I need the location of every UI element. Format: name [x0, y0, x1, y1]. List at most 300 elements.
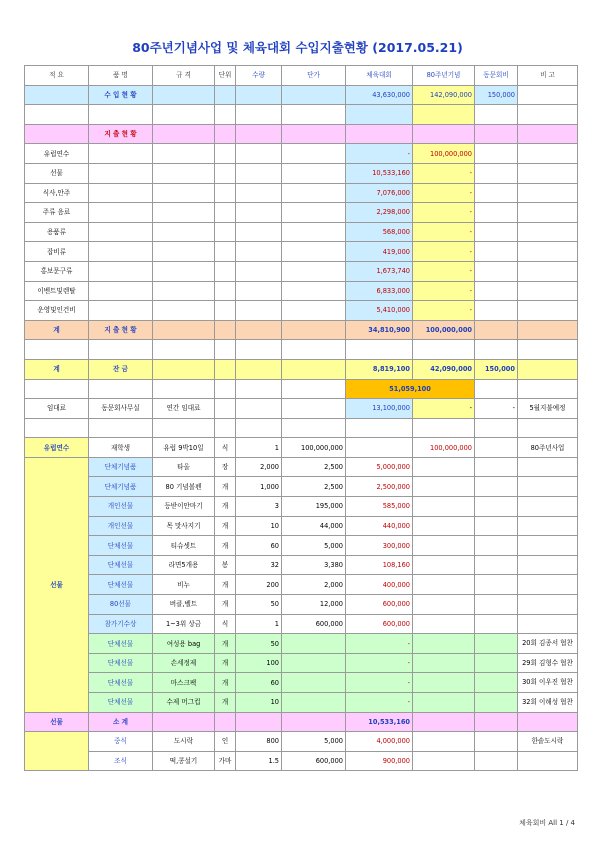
gift-unit: 개: [215, 653, 236, 673]
gift-spec: 비누: [153, 575, 215, 595]
table-cell: [215, 242, 236, 262]
table-cell: [153, 712, 215, 732]
table-cell: [236, 144, 282, 164]
table-cell: [282, 105, 346, 125]
rent-note: 5월지불예정: [518, 399, 578, 419]
expense-header: 지 출 현 황: [89, 124, 153, 144]
gift-row: [25, 555, 578, 575]
gift-item: 참가기수상: [89, 614, 153, 634]
gift-note: 29회 김형수 협찬: [518, 653, 578, 673]
table-cell: [475, 418, 518, 438]
table-cell: [236, 418, 282, 438]
table-cell: [475, 183, 518, 203]
gift-sports: 400,000: [346, 575, 413, 595]
column-header: 단가: [282, 66, 346, 86]
table-cell: [236, 281, 282, 301]
table-cell: [236, 124, 282, 144]
column-header: 적 요: [25, 66, 89, 86]
expense-sports: 1,673,740: [346, 261, 413, 281]
table-cell: [89, 163, 153, 183]
expense-anniv: -: [413, 242, 475, 262]
gift-qty: 200: [236, 575, 282, 595]
gift-note: [518, 614, 578, 634]
gift-unit: 식: [215, 614, 236, 634]
table-cell: [25, 340, 89, 360]
table-cell: [475, 575, 518, 595]
table-cell: [236, 359, 282, 379]
gift-item: 단체선물: [89, 653, 153, 673]
gift-note: [518, 555, 578, 575]
table-cell: [475, 281, 518, 301]
expense-row: [25, 203, 578, 223]
expense-sports: 5,410,000: [346, 301, 413, 321]
gift-row: [25, 653, 578, 673]
table-cell: [475, 595, 518, 615]
table-cell: [215, 85, 236, 105]
gift-qty: 3: [236, 497, 282, 517]
table-cell: [518, 712, 578, 732]
expense-anniv: 100,000,000: [413, 144, 475, 164]
table-cell: [215, 261, 236, 281]
table-cell: [475, 497, 518, 517]
table-cell: [282, 242, 346, 262]
table-cell: [25, 85, 89, 105]
gift-spec: 1~3위 상금: [153, 614, 215, 634]
table-cell: [282, 183, 346, 203]
table-cell: [475, 320, 518, 340]
table-cell: [236, 399, 282, 419]
table-cell: [475, 379, 518, 399]
europe-spec: 유럽 9박10일: [153, 438, 215, 458]
gift-price: [282, 673, 346, 693]
food-item: 조식: [89, 751, 153, 771]
table-cell: [475, 516, 518, 536]
table-cell: [236, 261, 282, 281]
table-cell: [236, 163, 282, 183]
table-cell: [153, 222, 215, 242]
gift-sports: 440,000: [346, 516, 413, 536]
table-cell: [236, 85, 282, 105]
header-row: [25, 66, 578, 86]
gift-item: 단체기념품: [89, 457, 153, 477]
rent-row: [25, 399, 578, 419]
expense-anniv: -: [413, 281, 475, 301]
column-header: 동문회비: [475, 66, 518, 86]
expense-row: [25, 222, 578, 242]
table-cell: [215, 359, 236, 379]
table-cell: [282, 399, 346, 419]
table-cell: [475, 614, 518, 634]
table-cell: [89, 242, 153, 262]
gift-sports: 5,000,000: [346, 457, 413, 477]
column-header: 규 격: [153, 66, 215, 86]
rent-sports: 13,100,000: [346, 399, 413, 419]
europe-note: 80주년사업: [518, 438, 578, 458]
table-cell: [236, 320, 282, 340]
gift-note: [518, 457, 578, 477]
table-cell: [282, 203, 346, 223]
table-cell: [518, 340, 578, 360]
gift-spec: 여성용 bag: [153, 634, 215, 654]
table-cell: [236, 379, 282, 399]
gift-unit: 개: [215, 536, 236, 556]
gift-price: 3,380: [282, 555, 346, 575]
table-cell: [282, 222, 346, 242]
expense-anniv: -: [413, 222, 475, 242]
balance-label: 계: [25, 359, 89, 379]
gift-qty: 1: [236, 614, 282, 634]
gift-row: [25, 536, 578, 556]
table-cell: [215, 320, 236, 340]
food-spec: 떡,콩설기: [153, 751, 215, 771]
expense-label: 주류 음료: [25, 203, 89, 223]
table-cell: [153, 124, 215, 144]
gift-spec: 수제 머그컵: [153, 693, 215, 713]
table-cell: [236, 340, 282, 360]
gift-spec: 80 기념볼펜: [153, 477, 215, 497]
table-cell: [518, 379, 578, 399]
table-cell: [215, 183, 236, 203]
table-cell: [215, 340, 236, 360]
food-item: 중식: [89, 732, 153, 752]
rent-item: 동문회사무실: [89, 399, 153, 419]
table-cell: [475, 438, 518, 458]
table-cell: [282, 340, 346, 360]
table-cell: [413, 418, 475, 438]
table-cell: [413, 673, 475, 693]
balance-sum: 51,059,100: [346, 379, 475, 399]
expense-sports: 7,076,000: [346, 183, 413, 203]
expense-sports: 6,833,000: [346, 281, 413, 301]
gift-qty: 32: [236, 555, 282, 575]
gift-sports: 585,000: [346, 497, 413, 517]
balance-sports: 8,819,100: [346, 359, 413, 379]
food-unit: 인: [215, 732, 236, 752]
expense-sports: -: [346, 144, 413, 164]
gift-row: [25, 575, 578, 595]
gift-price: 12,000: [282, 595, 346, 615]
gift-item: 단체선물: [89, 634, 153, 654]
table-cell: [215, 124, 236, 144]
table-cell: [282, 281, 346, 301]
food-unit: 가마: [215, 751, 236, 771]
table-cell: [475, 105, 518, 125]
table-cell: [282, 124, 346, 144]
gift-price: [282, 693, 346, 713]
rent-anniv: -: [413, 399, 475, 419]
table-cell: [215, 712, 236, 732]
table-cell: [153, 261, 215, 281]
gift-spec: 등받이안마기: [153, 497, 215, 517]
expense-row: [25, 144, 578, 164]
gift-unit: 개: [215, 673, 236, 693]
gift-row: [25, 673, 578, 693]
expense-anniv: -: [413, 301, 475, 321]
expense-row: [25, 242, 578, 262]
gift-note: 20회 김종서 협찬: [518, 634, 578, 654]
table-cell: [475, 222, 518, 242]
table-cell: [518, 105, 578, 125]
page-footer: 체육회비 All 1 / 4: [519, 819, 575, 827]
table-cell: [215, 222, 236, 242]
gift-unit: 개: [215, 575, 236, 595]
food-price: 600,000: [282, 751, 346, 771]
table-cell: [282, 320, 346, 340]
expense-label: 이벤트및렌탈: [25, 281, 89, 301]
expense-row: [25, 261, 578, 281]
gift-price: 44,000: [282, 516, 346, 536]
table-cell: [215, 379, 236, 399]
gift-note: 32회 이해성 협찬: [518, 693, 578, 713]
table-cell: [413, 634, 475, 654]
column-header: 품 명: [89, 66, 153, 86]
table-cell: [475, 634, 518, 654]
table-cell: [518, 242, 578, 262]
table-cell: [475, 653, 518, 673]
table-cell: [282, 144, 346, 164]
table-cell: [413, 653, 475, 673]
gift-item: 단체선물: [89, 673, 153, 693]
table-cell: [89, 105, 153, 125]
expense-label: 홍보문구류: [25, 261, 89, 281]
table-cell: [413, 555, 475, 575]
food-sports: 4,000,000: [346, 732, 413, 752]
table-cell: [153, 105, 215, 125]
gift-item: 단체선물: [89, 575, 153, 595]
expense-row: [25, 183, 578, 203]
table-cell: [475, 203, 518, 223]
gift-note: [518, 516, 578, 536]
table-cell: [475, 536, 518, 556]
gift-qty: 50: [236, 595, 282, 615]
gift-item: 단체선물: [89, 555, 153, 575]
gift-unit: 개: [215, 477, 236, 497]
gift-price: 2,500: [282, 477, 346, 497]
gift-sports: -: [346, 634, 413, 654]
table-cell: [518, 320, 578, 340]
gift-row: [25, 693, 578, 713]
gift-unit: 개: [215, 634, 236, 654]
gift-row: [25, 516, 578, 536]
table-cell: [153, 144, 215, 164]
table-cell: [346, 438, 413, 458]
table-cell: [89, 379, 153, 399]
budget-table: [24, 65, 578, 771]
table-cell: [413, 595, 475, 615]
table-cell: [282, 85, 346, 105]
table-cell: [413, 712, 475, 732]
table-cell: [346, 340, 413, 360]
gift-unit: 개: [215, 595, 236, 615]
table-cell: [475, 712, 518, 732]
expense-anniv: -: [413, 203, 475, 223]
gift-sports: 2,500,000: [346, 477, 413, 497]
column-header: 비 고: [518, 66, 578, 86]
table-cell: [518, 163, 578, 183]
table-cell: [215, 163, 236, 183]
table-cell: [413, 614, 475, 634]
food-row: [25, 732, 578, 752]
table-cell: [518, 183, 578, 203]
table-cell: [236, 242, 282, 262]
table-cell: [475, 693, 518, 713]
table-cell: [153, 379, 215, 399]
gift-subtotal-row: [25, 712, 578, 732]
table-cell: [153, 163, 215, 183]
table-cell: [282, 301, 346, 321]
income-anniv: 142,090,000: [413, 85, 475, 105]
table-cell: [475, 751, 518, 771]
gift-note: [518, 595, 578, 615]
table-cell: [413, 575, 475, 595]
expense-header-row: [25, 124, 578, 144]
gift-price: 2,500: [282, 457, 346, 477]
table-cell: [153, 301, 215, 321]
gift-qty: 50: [236, 634, 282, 654]
table-cell: [215, 105, 236, 125]
table-cell: [518, 418, 578, 438]
table-cell: [89, 203, 153, 223]
gift-row: [25, 477, 578, 497]
expense-anniv: -: [413, 163, 475, 183]
table-cell: [413, 340, 475, 360]
europe-label: 유럽연수: [25, 438, 89, 458]
gift-price: 2,000: [282, 575, 346, 595]
table-cell: [89, 144, 153, 164]
table-cell: [518, 222, 578, 242]
table-cell: [25, 379, 89, 399]
gift-qty: 10: [236, 693, 282, 713]
gift-spec: 라면5개용: [153, 555, 215, 575]
gift-price: [282, 653, 346, 673]
gift-price: 195,000: [282, 497, 346, 517]
table-cell: [236, 301, 282, 321]
expense-label: 유럽연수: [25, 144, 89, 164]
expense-anniv: -: [413, 261, 475, 281]
gift-sports: 108,160: [346, 555, 413, 575]
balance-row: [25, 359, 578, 379]
gift-qty: 60: [236, 536, 282, 556]
gift-row: [25, 497, 578, 517]
expense-row: [25, 301, 578, 321]
table-cell: [475, 301, 518, 321]
total-label: 계: [25, 320, 89, 340]
gift-qty: 60: [236, 673, 282, 693]
gift-item: 80선물: [89, 595, 153, 615]
rent-spec: 연간 임대료: [153, 399, 215, 419]
expense-anniv: -: [413, 183, 475, 203]
table-cell: [215, 301, 236, 321]
table-cell: [475, 144, 518, 164]
gift-note: 30회 이우진 협찬: [518, 673, 578, 693]
europe-row: [25, 438, 578, 458]
balance-label2: 잔 금: [89, 359, 153, 379]
gift-sports: -: [346, 653, 413, 673]
gift-item: 개인선물: [89, 516, 153, 536]
table-cell: [282, 418, 346, 438]
gift-item: 단체선물: [89, 536, 153, 556]
gift-category: 선물: [25, 457, 89, 712]
column-header: 체육대회: [346, 66, 413, 86]
balance-sum-row: [25, 379, 578, 399]
gift-unit: 개: [215, 497, 236, 517]
gift-sports: -: [346, 673, 413, 693]
table-cell: [89, 222, 153, 242]
gift-item: 단체기념품: [89, 477, 153, 497]
gift-note: [518, 575, 578, 595]
table-cell: [282, 712, 346, 732]
table-cell: [475, 340, 518, 360]
table-cell: [518, 301, 578, 321]
table-cell: [89, 183, 153, 203]
expense-sports: 419,000: [346, 242, 413, 262]
column-header: 수량: [236, 66, 282, 86]
gift-item: 개인선물: [89, 497, 153, 517]
expense-label: 선물: [25, 163, 89, 183]
table-cell: [236, 183, 282, 203]
table-cell: [25, 418, 89, 438]
expense-total-row: [25, 320, 578, 340]
table-cell: [236, 105, 282, 125]
table-cell: [236, 712, 282, 732]
income-label: 수 입 현 황: [89, 85, 153, 105]
subtotal-label: 선물: [25, 712, 89, 732]
table-cell: [475, 732, 518, 752]
food-sports: 900,000: [346, 751, 413, 771]
table-cell: [153, 418, 215, 438]
blank-row: [25, 105, 578, 125]
table-cell: [153, 340, 215, 360]
table-cell: [475, 673, 518, 693]
table-cell: [413, 536, 475, 556]
gift-unit: 장: [215, 457, 236, 477]
table-cell: [475, 261, 518, 281]
gift-price: 5,000: [282, 536, 346, 556]
table-cell: [153, 359, 215, 379]
table-cell: [282, 359, 346, 379]
gift-spec: 손세정제: [153, 653, 215, 673]
income-row: [25, 85, 578, 105]
food-qty: 800: [236, 732, 282, 752]
income-sports: 43,630,000: [346, 85, 413, 105]
table-cell: [153, 85, 215, 105]
table-cell: [518, 203, 578, 223]
balance-dues: 150,000: [475, 359, 518, 379]
europe-price: 100,000,000: [282, 438, 346, 458]
gift-qty: 1,000: [236, 477, 282, 497]
gift-spec: 버클,벨트: [153, 595, 215, 615]
table-cell: [413, 457, 475, 477]
table-cell: [215, 399, 236, 419]
blank-row: [25, 340, 578, 360]
table-cell: [153, 242, 215, 262]
table-cell: [282, 261, 346, 281]
rent-dues: -: [475, 399, 518, 419]
table-cell: [215, 203, 236, 223]
table-cell: [475, 242, 518, 262]
table-cell: [413, 477, 475, 497]
gift-row: [25, 457, 578, 477]
gift-price: 600,000: [282, 614, 346, 634]
gift-qty: 100: [236, 653, 282, 673]
expense-label: 식사,안주: [25, 183, 89, 203]
table-cell: [413, 497, 475, 517]
table-cell: [346, 105, 413, 125]
table-cell: [413, 124, 475, 144]
table-cell: [413, 751, 475, 771]
total-sports: 34,810,900: [346, 320, 413, 340]
table-cell: [413, 516, 475, 536]
